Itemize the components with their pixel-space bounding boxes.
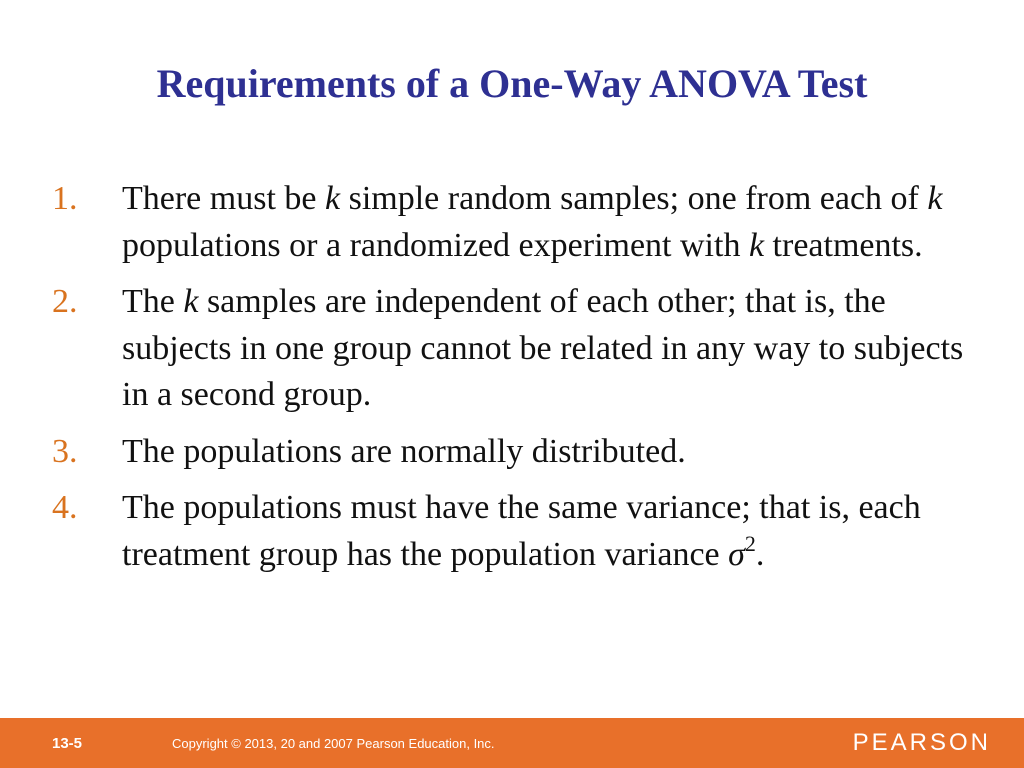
superscript-2: 2 [744,530,756,556]
list-item [52,279,982,419]
footer-bar [0,718,1024,768]
variable-k: k [325,180,341,217]
variable-k: k [183,283,199,320]
list-item-text: The populations are normally distributed. [122,432,686,470]
list-item [52,176,982,269]
list-item-number: 4. [52,489,78,526]
list-item-number: 2. [52,283,78,320]
copyright-text: Copyright © 2013, 20 and 2007 Pearson Education, Inc. [172,736,495,751]
slide-number: 13-5 [52,735,83,752]
variable-k: k [748,226,765,264]
list-item-number: 3. [52,432,78,470]
list-item-text: There must be k simple random samples; one from each of k populations or a randomized experiment with k treatments. [122,180,943,264]
list-item [52,485,982,578]
list-item-text: The k samples are independent of each other; that is, the subjects in one group cannot be related in any way to subjects in a second group. [122,283,964,413]
slide-title: Requirements of a One-Way ANOVA Test [156,61,868,106]
variable-k: k [927,180,943,217]
list-item-number: 1. [52,180,78,217]
pearson-logo: PEARSON [852,729,991,756]
list-item [52,429,982,476]
sigma-symbol: σ [728,535,745,573]
requirements-list [52,176,982,588]
list-item-text: The populations must have the same variance; that is, each treatment group has the population variance $\sigma^2$. [122,489,921,573]
